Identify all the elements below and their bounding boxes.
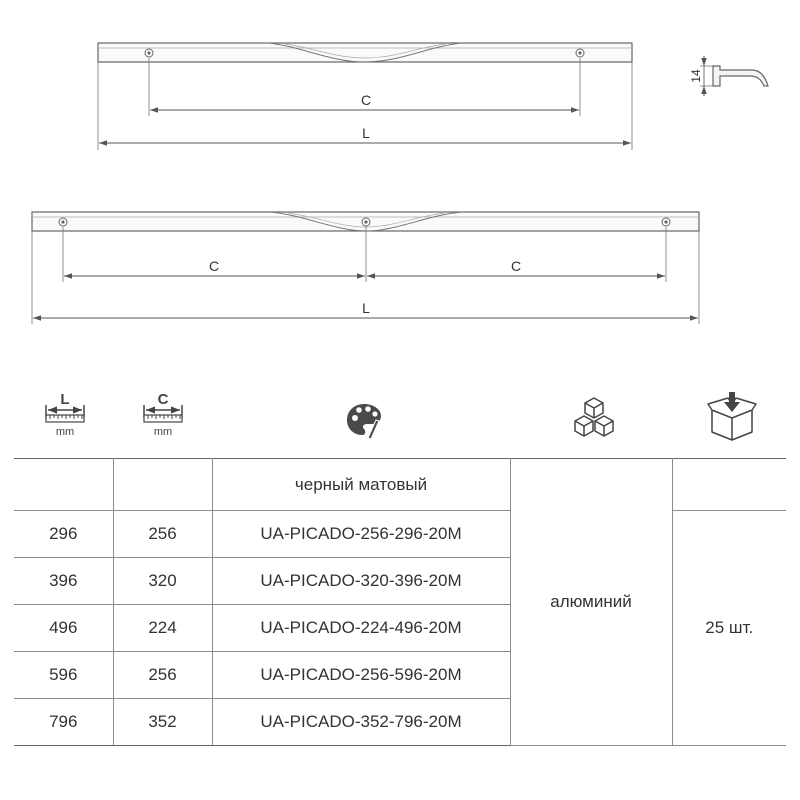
center-cell: 320 bbox=[113, 558, 212, 605]
center-cell: 352 bbox=[113, 699, 212, 746]
handle-body bbox=[98, 43, 632, 62]
package-cell: 25 шт. bbox=[672, 511, 786, 746]
cubes-icon bbox=[570, 396, 618, 440]
palette-icon bbox=[344, 400, 384, 440]
length-cell: 596 bbox=[14, 652, 113, 699]
length-cell: 496 bbox=[14, 605, 113, 652]
ruler-center-icon bbox=[138, 388, 188, 444]
code-cell: UA-PICADO-256-296-20M bbox=[212, 511, 510, 558]
color-name-cell: черный матовый bbox=[212, 459, 510, 511]
ruler-length-icon bbox=[40, 388, 90, 444]
dimension-c-left-label: C bbox=[208, 258, 220, 274]
code-cell: UA-PICADO-256-596-20M bbox=[212, 652, 510, 699]
code-cell: UA-PICADO-352-796-20M bbox=[212, 699, 510, 746]
cell-empty bbox=[113, 459, 212, 511]
length-cell: 796 bbox=[14, 699, 113, 746]
code-cell: UA-PICADO-224-496-20M bbox=[212, 605, 510, 652]
profile-shape bbox=[713, 66, 768, 86]
cell-empty bbox=[672, 459, 786, 511]
dimension-l-label: L bbox=[362, 300, 370, 316]
dimension-c-right-label: C bbox=[510, 258, 522, 274]
cell-empty bbox=[14, 459, 113, 511]
box-icon bbox=[706, 390, 758, 442]
length-letter: L bbox=[60, 391, 70, 408]
technical-drawings bbox=[0, 0, 800, 380]
length-cell: 396 bbox=[14, 558, 113, 605]
center-letter: C bbox=[157, 391, 169, 408]
center-cell: 256 bbox=[113, 652, 212, 699]
length-cell: 296 bbox=[14, 511, 113, 558]
center-cell: 224 bbox=[113, 605, 212, 652]
center-unit: mm bbox=[153, 426, 173, 438]
center-cell: 256 bbox=[113, 511, 212, 558]
dimension-c-label: C bbox=[360, 92, 372, 108]
dimension-height-label: 14 bbox=[689, 69, 703, 83]
profile-section bbox=[700, 56, 768, 96]
dimension-l-label: L bbox=[362, 125, 370, 141]
table-row-header bbox=[14, 459, 786, 511]
material-cell: алюминий bbox=[510, 459, 672, 746]
code-cell: UA-PICADO-320-396-20M bbox=[212, 558, 510, 605]
spec-table bbox=[14, 458, 786, 746]
length-unit: mm bbox=[55, 426, 75, 438]
